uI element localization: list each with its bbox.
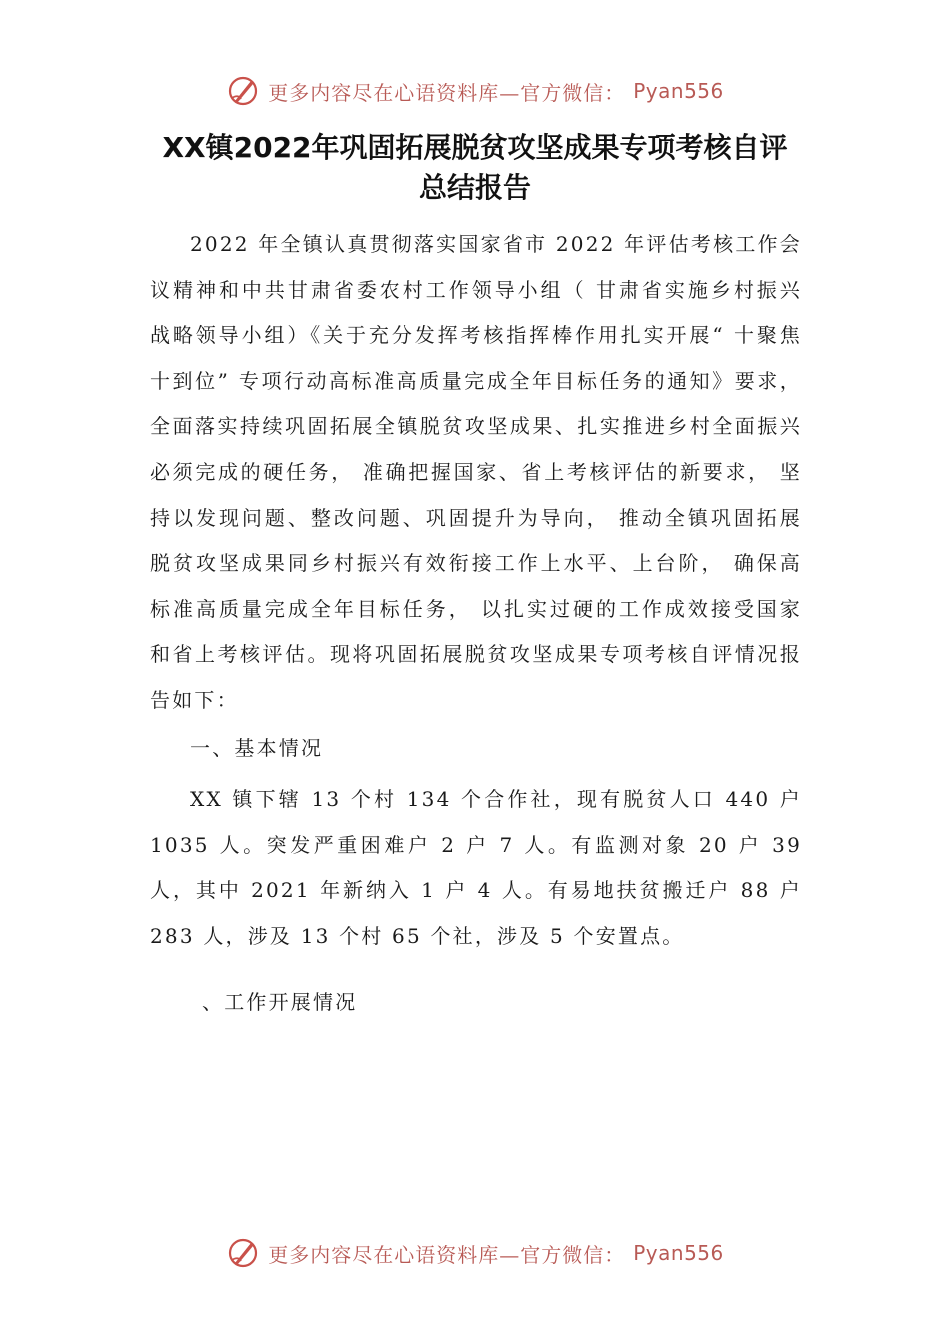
basic-situation-paragraph: XX 镇下辖 13 个村 134 个合作社，现有脱贫人口 440 户 1035 人。突发严重困难户 2 户 7 人。有监测对象 20 户 39 人，其中 2021 年新纳入 1 户 4 人。有易地扶贫搬迁户 88 户 283 人，涉及 13 个村 65 个社，涉及 5 个安置点。: [150, 787, 802, 948]
title-line-2: 总结报告: [418, 171, 531, 204]
watermark-footer: [0, 1236, 950, 1270]
watermark-wechat-id: Pyan556: [633, 79, 724, 103]
document-body: [150, 222, 802, 1025]
watermark-header: [0, 74, 950, 108]
watermark-wechat-id: Pyan556: [633, 1241, 724, 1265]
intro-paragraph: 2022 年全镇认真贯彻落实国家省市 2022 年评估考核工作会议精神和中共甘肃省委农村工作领导小组（ 甘肃省实施乡村振兴战略领导小组）《关于充分发挥考核指挥棒作用扎实开展“ 十聚焦十到位” 专项行动高标准高质量完成全年目标任务的通知》要求， 全面落实持续巩固拓展全镇脱贫攻坚成果、扎实推进乡村全面振兴必须完成的硬任务， 准确把握国家、省上考核评估的新要求， 坚持以发现问题、整改问题、巩固提升为导向， 推动全镇巩固拓展脱贫攻坚成果同乡村振兴有效衔接工作上水平、上台阶， 确保高标准高质量完成全年目标任务， 以扎实过硬的工作成效接受国家和省上考核评估。现将巩固拓展脱贫攻坚成果专项考核自评情况报告如下：: [150, 232, 802, 712]
section-heading-work-progress: 、工作开展情况: [202, 989, 358, 1014]
quill-pen-logo-icon: [226, 74, 260, 108]
watermark-text: 更多内容尽在心语资料库—官方微信：: [268, 1242, 626, 1267]
quill-pen-logo-icon: [226, 1236, 260, 1270]
watermark-text: 更多内容尽在心语资料库—官方微信：: [268, 80, 626, 105]
section-heading-basic-situation: 一、基本情况: [190, 735, 324, 760]
document-title: [100, 128, 850, 208]
title-line-1: XX镇2022年巩固拓展脱贫攻坚成果专项考核自评: [162, 131, 788, 164]
